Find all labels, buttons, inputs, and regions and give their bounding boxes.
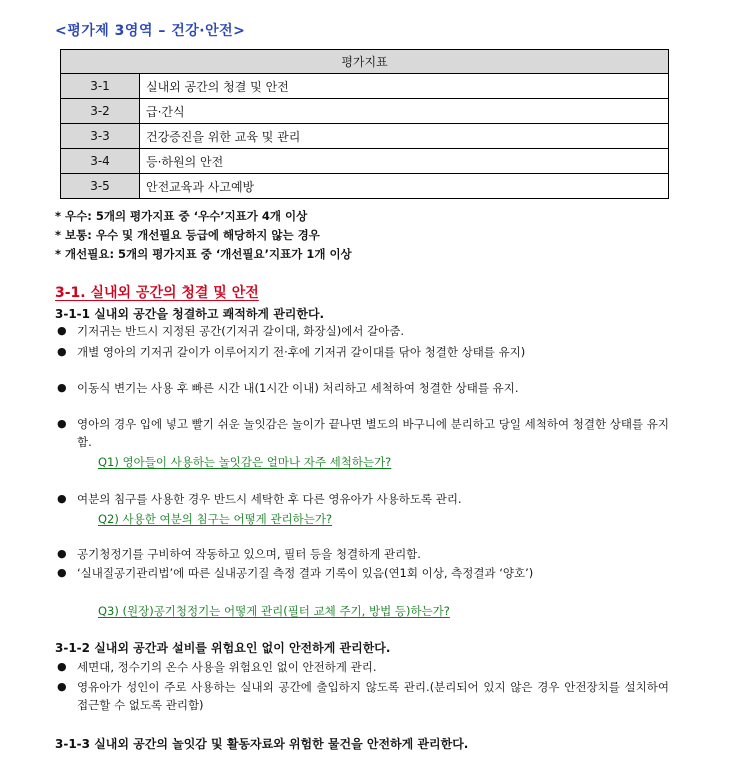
list-item	[57, 658, 669, 676]
list-item	[57, 379, 669, 397]
bullet-icon: ●	[57, 566, 67, 579]
table-row	[61, 74, 669, 99]
subsection-title-3-1-2: 3-1-2 실내외 공간과 설비를 위험요인 없이 안전하게 관리한다.	[55, 641, 391, 655]
bullet-icon: ●	[57, 660, 67, 673]
row-code: 3-2	[61, 99, 140, 124]
section-heading: <평가제 3영역 – 건강·안전>	[55, 23, 246, 39]
table-header: 평가지표	[61, 50, 669, 74]
list-item	[57, 343, 669, 361]
table-header-row	[61, 50, 669, 74]
question-q1: Q1) 영아들이 사용하는 놀잇감은 얼마나 자주 세척하는가?	[98, 455, 392, 469]
subsection-title-3-1-1: 3-1-1 실내외 공간을 청결하고 쾌적하게 관리한다.	[55, 307, 325, 321]
question-q3: Q3) (원장)공기청정기는 어떻게 관리(필터 교체 주기, 방법 등)하는가?	[98, 604, 450, 618]
row-code: 3-5	[61, 174, 140, 199]
note-excellent: * 우수: 5개의 평가지표 중 ‘우수’지표가 4개 이상	[55, 209, 308, 223]
table-row	[61, 174, 669, 199]
subsection-title-3-1-3: 3-1-3 실내외 공간의 놀잇감 및 활동자료와 위험한 물건을 안전하게 관리한다.	[55, 737, 469, 751]
list-item	[57, 678, 669, 714]
bullet-icon: ●	[57, 547, 67, 560]
list-item-text: 영아의 경우 입에 넣고 빨기 쉬운 놀잇감은 놀이가 끝나면 별도의 바구니에 분리하고 당일 세척하여 청결한 상태를 유지함.	[77, 417, 669, 449]
list-item-text: 공기청정기를 구비하여 작동하고 있으며, 필터 등을 청결하게 관리함.	[77, 547, 421, 561]
list-item	[57, 564, 669, 582]
note-needs-improvement: * 개선필요: 5개의 평가지표 중 ‘개선필요’지표가 1개 이상	[55, 247, 352, 261]
list-item-text: 영유아가 성인이 주로 사용하는 실내외 공간에 출입하지 않도록 관리.(분리되어 있지 않은 경우 안전장치를 설치하여 접근할 수 없도록 관리함)	[77, 680, 669, 712]
table-row	[61, 124, 669, 149]
section-title: 3-1. 실내외 공간의 청결 및 안전	[55, 285, 259, 301]
row-item: 급·간식	[140, 99, 669, 124]
table-row	[61, 99, 669, 124]
note-normal: * 보통: 우수 및 개선필요 등급에 해당하지 않는 경우	[55, 228, 320, 242]
row-item: 등·하원의 안전	[140, 149, 669, 174]
bullet-icon: ●	[57, 680, 67, 693]
row-item: 건강증진을 위한 교육 및 관리	[140, 124, 669, 149]
bullet-icon: ●	[57, 324, 67, 337]
bullet-icon: ●	[57, 492, 67, 505]
list-item	[57, 490, 669, 508]
list-item	[57, 415, 669, 451]
bullet-icon: ●	[57, 345, 67, 358]
list-item	[57, 322, 669, 340]
row-code: 3-4	[61, 149, 140, 174]
question-q2: Q2) 사용한 여분의 침구는 어떻게 관리하는가?	[98, 512, 333, 526]
list-item-text: 기저귀는 반드시 지정된 공간(기저귀 갈이대, 화장실)에서 갈아줌.	[77, 324, 405, 338]
bullet-icon: ●	[57, 417, 67, 430]
row-code: 3-1	[61, 74, 140, 99]
row-item: 안전교육과 사고예방	[140, 174, 669, 199]
table-row	[61, 149, 669, 174]
list-item-text: 이동식 변기는 사용 후 빠른 시간 내(1시간 이내) 처리하고 세척하여 청결한 상태를 유지.	[77, 381, 519, 395]
list-item-text: 개별 영아의 기저귀 갈이가 이루어지기 전·후에 기저귀 갈이대를 닦아 청결한 상태를 유지)	[77, 345, 526, 359]
list-item-text: ‘실내질공기관리법’에 따른 실내공기질 측정 결과 기록이 있음(연1회 이상, 측정결과 ‘양호’)	[77, 566, 534, 580]
list-item-text: 여분의 침구를 사용한 경우 반드시 세탁한 후 다른 영유아가 사용하도록 관리.	[77, 492, 462, 506]
row-item: 실내외 공간의 청결 및 안전	[140, 74, 669, 99]
bullet-icon: ●	[57, 381, 67, 394]
row-code: 3-3	[61, 124, 140, 149]
list-item	[57, 545, 669, 563]
list-item-text: 세면대, 정수기의 온수 사용을 위험요인 없이 안전하게 관리.	[77, 660, 377, 674]
indicator-table	[60, 49, 669, 199]
